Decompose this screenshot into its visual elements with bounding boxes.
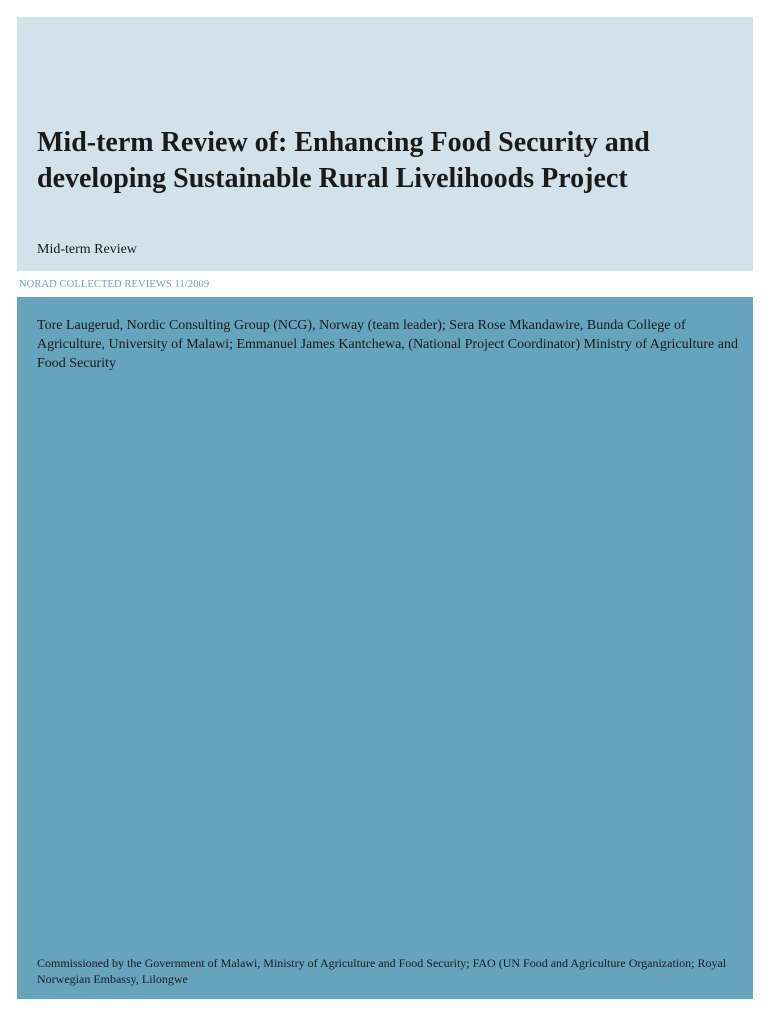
series-label: NORAD COLLECTED REVIEWS 11/2009 [19, 279, 210, 290]
cover-title-panel [17, 17, 753, 271]
document-title: Mid-term Review of: Enhancing Food Security and developing Sustainable Rural Livelihoods Project [37, 127, 650, 194]
commissioned-by-text: Commissioned by the Government of Malawi, Ministry of Agriculture and Food Security; FAO (UN Food and Agriculture Organization; Royal Norwegian Embassy, Lilongwe [37, 956, 727, 986]
cover-content-panel [17, 297, 753, 999]
document-subtitle: Mid-term Review [37, 242, 137, 257]
authors-text: Tore Laugerud, Nordic Consulting Group (NCG), Norway (team leader); Sera Rose Mkandawire, Bunda College of Agriculture, University of Malawi; Emmanuel James Kantchewa, (National Project Coordinator) Ministry of Agriculture and Food Security [37, 318, 738, 371]
